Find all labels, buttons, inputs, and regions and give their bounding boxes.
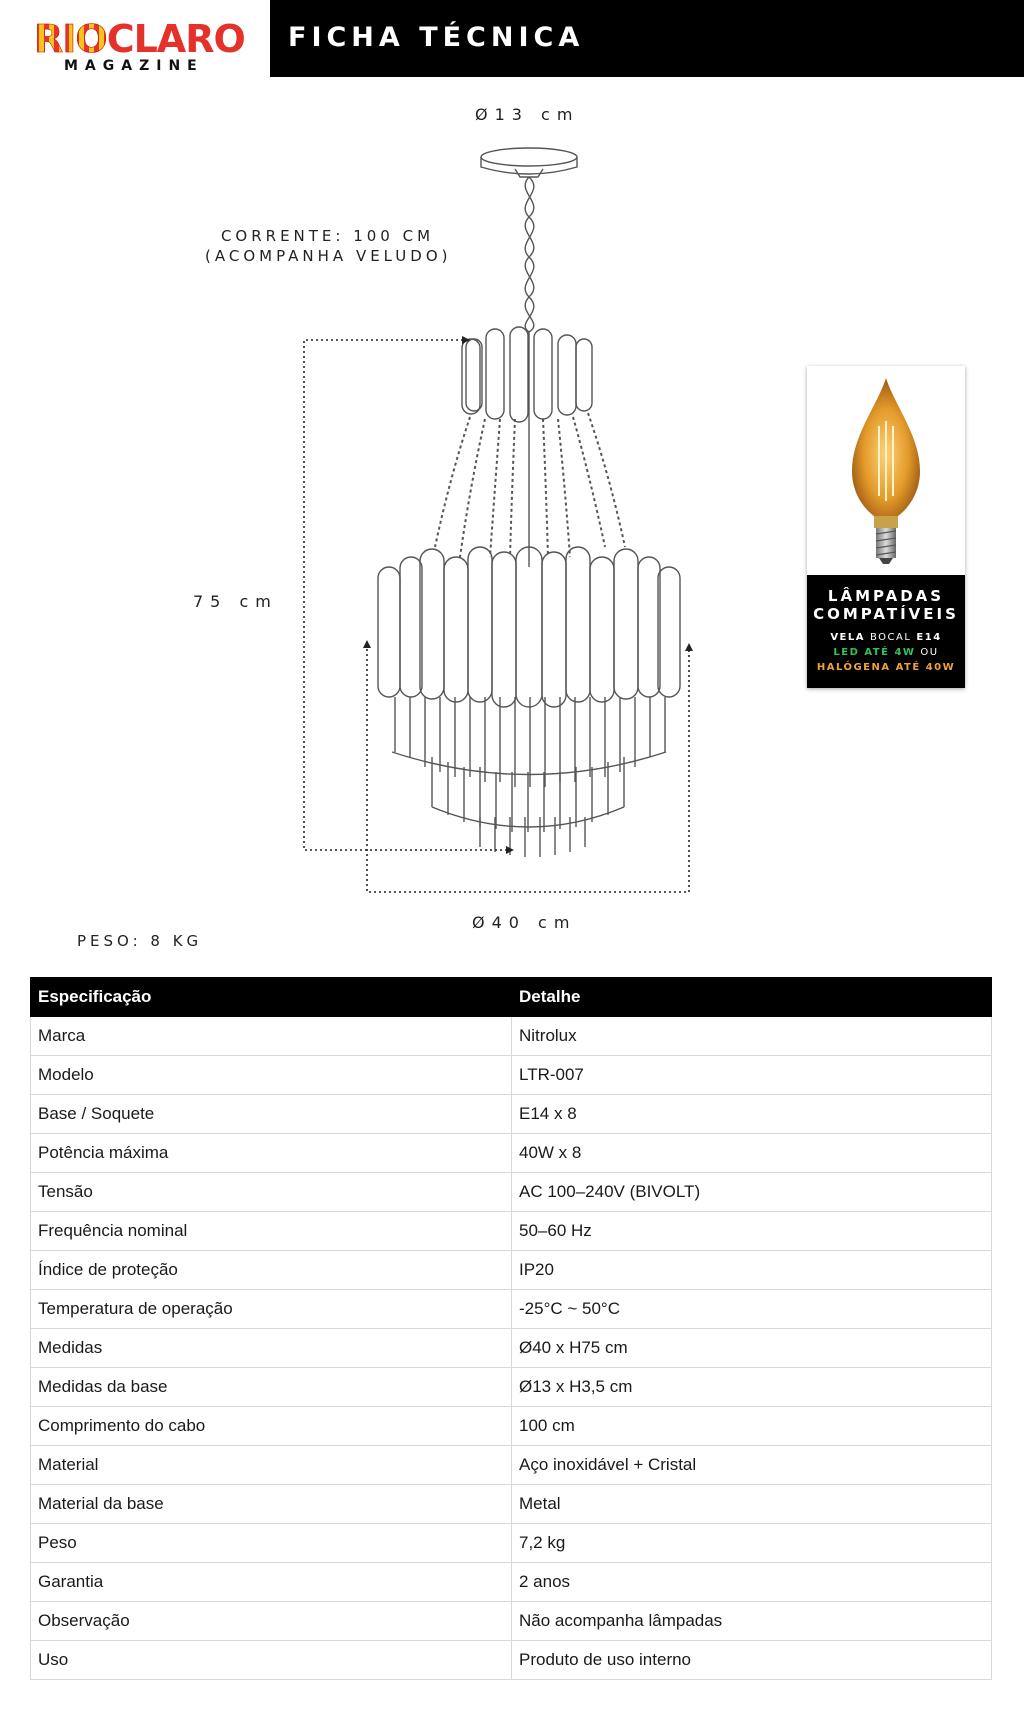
table-row <box>31 1056 992 1095</box>
compatible-bulbs-card <box>807 366 965 688</box>
bulb-bocal: BOCAL <box>869 632 912 643</box>
height-dimension-line <box>304 340 512 850</box>
spec-name: Base / Soquete <box>31 1095 512 1134</box>
chain-right <box>525 177 534 332</box>
spec-name: Índice de proteção <box>31 1251 512 1290</box>
bulb-led-line <box>807 645 965 660</box>
bulb-socket-line <box>807 630 965 645</box>
spec-value: Metal <box>512 1485 992 1524</box>
spec-name: Modelo <box>31 1056 512 1095</box>
spec-value: Nitrolux <box>512 1017 992 1056</box>
logo-rio: RIO <box>34 17 107 61</box>
spec-value: Ø40 x H75 cm <box>512 1329 992 1368</box>
bulb-vela: VELA <box>830 632 865 643</box>
table-row <box>31 1134 992 1173</box>
column-header-spec: Especificação <box>31 978 512 1017</box>
canopy-neck <box>515 169 543 177</box>
weight-label: PESO: 8 KG <box>77 932 203 950</box>
table-row <box>31 1017 992 1056</box>
spec-value: 2 anos <box>512 1563 992 1602</box>
spec-name: Material <box>31 1446 512 1485</box>
spec-value: IP20 <box>512 1251 992 1290</box>
title-bar <box>270 0 1024 77</box>
bulb-ou: OU <box>920 647 939 658</box>
spec-name: Tensão <box>31 1173 512 1212</box>
brand-logo[interactable] <box>0 0 270 77</box>
bulb-title-line1: LÂMPADAS <box>827 587 945 605</box>
spec-value: 40W x 8 <box>512 1134 992 1173</box>
bulb-e14: E14 <box>916 632 942 643</box>
spec-value: Ø13 x H3,5 cm <box>512 1368 992 1407</box>
spec-value: 50–60 Hz <box>512 1212 992 1251</box>
spec-name: Medidas <box>31 1329 512 1368</box>
spec-table <box>30 977 992 1680</box>
spec-value: E14 x 8 <box>512 1095 992 1134</box>
spec-name: Material da base <box>31 1485 512 1524</box>
spec-name: Marca <box>31 1017 512 1056</box>
spec-value: LTR-007 <box>512 1056 992 1095</box>
table-row <box>31 1602 992 1641</box>
table-row <box>31 1290 992 1329</box>
spec-value: 7,2 kg <box>512 1524 992 1563</box>
spec-name: Potência máxima <box>31 1134 512 1173</box>
table-row <box>31 1524 992 1563</box>
table-row <box>31 1251 992 1290</box>
bottom-diameter-label: Ø40 cm <box>472 913 577 932</box>
logo-wordmark <box>34 17 245 61</box>
top-diameter-label: Ø13 cm <box>475 105 580 124</box>
table-row <box>31 1368 992 1407</box>
logo-claro: CLARO <box>106 17 245 61</box>
spec-name: Observação <box>31 1602 512 1641</box>
spec-value: Produto de uso interno <box>512 1641 992 1680</box>
table-row <box>31 1212 992 1251</box>
spec-value: -25°C ~ 50°C <box>512 1290 992 1329</box>
spec-name: Peso <box>31 1524 512 1563</box>
top-crown <box>462 327 592 422</box>
table-row <box>31 1563 992 1602</box>
spec-value: Não acompanha lâmpadas <box>512 1602 992 1641</box>
width-dimension-line <box>367 644 689 892</box>
height-label: 75 cm <box>193 592 278 611</box>
logo-subtitle: MAGAZINE <box>64 58 204 74</box>
canopy-top <box>481 148 577 166</box>
table-row <box>31 1485 992 1524</box>
spec-name: Garantia <box>31 1563 512 1602</box>
bulb-halogen: HALÓGENA ATÉ 40W <box>816 662 956 673</box>
spec-name: Frequência nominal <box>31 1212 512 1251</box>
table-row <box>31 1095 992 1134</box>
bulb-title-line2: COMPATÍVEIS <box>813 605 959 623</box>
table-header-row <box>31 978 992 1017</box>
spec-name: Medidas da base <box>31 1368 512 1407</box>
spec-value: Aço inoxidável + Cristal <box>512 1446 992 1485</box>
chain-length-label: CORRENTE: 100 CM <box>220 227 435 245</box>
chain-note-label: (ACOMPANHA VELUDO) <box>205 247 452 265</box>
table-row <box>31 1407 992 1446</box>
spec-value: AC 100–240V (BIVOLT) <box>512 1173 992 1212</box>
column-header-detail: Detalhe <box>512 978 992 1017</box>
bulb-led: LED ATÉ 4W <box>833 647 916 658</box>
bead-strands <box>435 413 625 557</box>
middle-tier <box>378 547 680 707</box>
spec-name: Comprimento do cabo <box>31 1407 512 1446</box>
header <box>0 0 1024 77</box>
page-title: FICHA TÉCNICA <box>288 22 585 53</box>
spec-name: Temperatura de operação <box>31 1290 512 1329</box>
spec-value: 100 cm <box>512 1407 992 1446</box>
table-row <box>31 1641 992 1680</box>
table-row <box>31 1329 992 1368</box>
candle-bulb-icon <box>807 366 965 576</box>
table-row <box>31 1173 992 1212</box>
table-row <box>31 1446 992 1485</box>
bulb-info-panel <box>807 575 965 688</box>
lower-prisms <box>392 697 666 857</box>
spec-name: Uso <box>31 1641 512 1680</box>
